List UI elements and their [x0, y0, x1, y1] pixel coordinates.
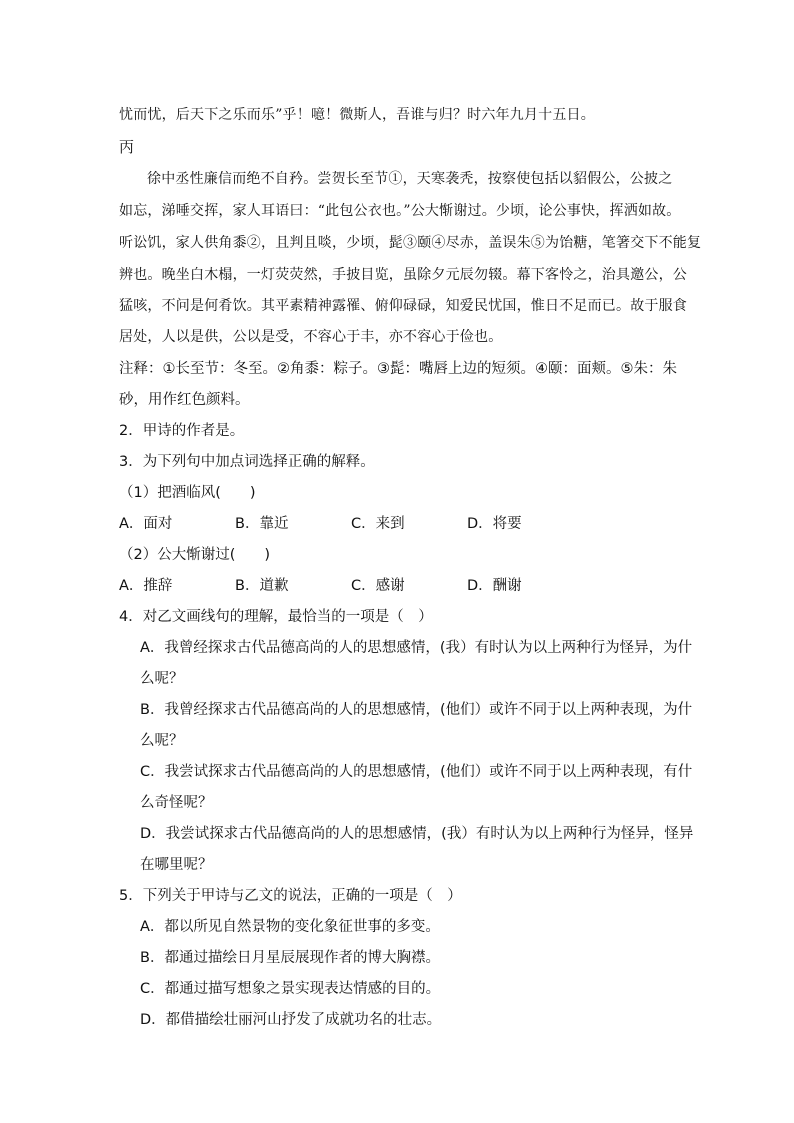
- option-a: A．推辞: [119, 578, 173, 594]
- question-4-option-a-cont: 么呢？: [140, 671, 184, 687]
- question-2: 2．甲诗的作者是。: [119, 423, 245, 439]
- option-a: A．面对: [119, 516, 173, 532]
- passage-line: 居处，人以是供，公以是受，不容心于丰，亦不容心于俭也。: [119, 329, 503, 345]
- option-c: C．感谢: [351, 578, 405, 594]
- question-3: 3．为下列句中加点词选择正确的解释。: [119, 454, 375, 470]
- question-4-option-c-cont: 么奇怪呢？: [140, 795, 213, 811]
- question-4-option-d: D．我尝试探求古代品德高尚的人的思想感情，(我）有时认为以上两种行为怪异，怪异: [140, 826, 694, 842]
- passage-label-bing: 丙: [119, 138, 135, 156]
- question-3-2-stem: （2）公大惭谢过( ): [119, 547, 271, 563]
- option-b: B．道歉: [235, 578, 289, 594]
- question-4-stem: 4．对乙文画线句的理解，最恰当的一项是（ ）: [119, 609, 433, 625]
- question-4-option-b: B．我曾经探求古代品德高尚的人的思想感情，(他们）或许不同于以上两种表现，为什: [140, 702, 693, 718]
- question-5-option-d: D．都借描绘壮丽河山抒发了成就功名的壮志。: [140, 1012, 442, 1028]
- passage-line: 猛咳，不问是何肴饮。其平素精神露罹、俯仰碌碌，知爱民忧国，惟日不足而已。故于服食: [119, 298, 687, 314]
- question-5-stem: 5．下列关于甲诗与乙文的说法，正确的一项是（ ）: [119, 888, 462, 904]
- question-4-option-a: A．我曾经探求古代品德高尚的人的思想感情，(我）有时认为以上两种行为怪异，为什: [140, 640, 693, 656]
- notes-line: 注释：①长至节：冬至。②角黍：粽子。③髭：嘴唇上边的短须。④颐：面颊。⑤朱：朱: [119, 361, 677, 377]
- question-3-1-stem: （1）把酒临风( ): [119, 485, 256, 501]
- question-5-option-a: A．都以所见自然景物的变化象征世事的多变。: [140, 919, 440, 935]
- question-5-option-b: B．都通过描绘日月星辰展现作者的博大胸襟。: [140, 950, 440, 966]
- passage-line: 辨也。晚坐白木榻，一灯荧荧然，手披目览，虽除夕元辰勿辍。幕下客怜之，治具邀公，公: [119, 267, 687, 283]
- passage-line: 徐中丞性廉信而绝不自矜。尝贺长至节①，天寒袭秃，按察使包括以貂假公，公披之: [147, 171, 673, 187]
- option-c: C．来到: [351, 516, 405, 532]
- passage-line: 如忘，涕唾交挥，家人耳语曰：“此包公衣也。”公大惭谢过。少顷，论公事快，挥洒如故。: [119, 203, 681, 219]
- passage-line: 听讼饥，家人供角黍②，且判且啖，少顷，髭③颐④尽赤，盖误朱⑤为饴糖，笔箸交下不能复: [119, 235, 702, 251]
- question-4-option-d-cont: 在哪里呢？: [140, 857, 213, 873]
- option-d: D．酬谢: [467, 578, 522, 594]
- option-d: D．将要: [467, 516, 522, 532]
- passage-continuation-line: 忧而忧，后天下之乐而乐”乎！噫！微斯人，吾谁与归？时六年九月十五日。: [119, 107, 595, 123]
- notes-line: 砂，用作红色颜料。: [119, 392, 250, 408]
- question-4-option-c: C．我尝试探求古代品德高尚的人的思想感情，(他们）或许不同于以上两种表现，有什: [140, 764, 693, 780]
- option-b: B．靠近: [235, 516, 289, 532]
- question-4-option-b-cont: 么呢？: [140, 733, 184, 749]
- question-5-option-c: C．都通过描写想象之景实现表达情感的目的。: [140, 981, 441, 997]
